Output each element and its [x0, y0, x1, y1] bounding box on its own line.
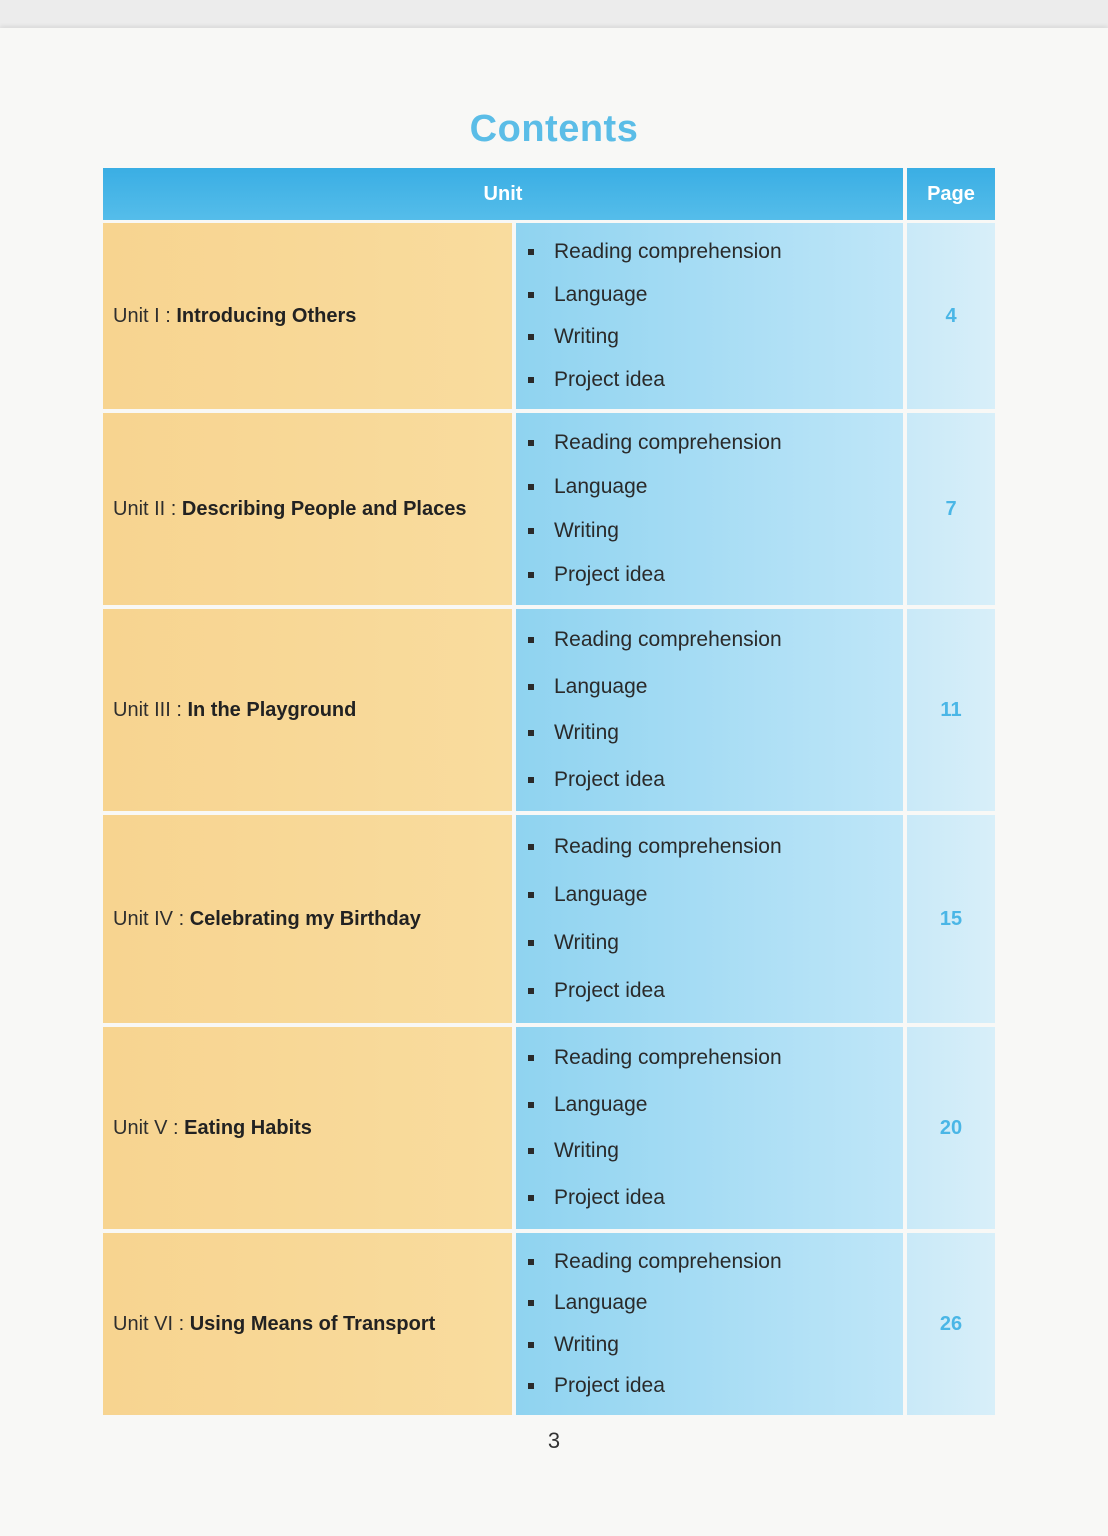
topic-item [528, 1333, 903, 1357]
topic-item [528, 979, 903, 1003]
unit-title: Describing People and Places [181, 497, 467, 520]
table-row [103, 609, 995, 811]
unit-prefix: Unit III : [113, 698, 182, 721]
topic-label: Language [554, 282, 648, 306]
topic-label: Writing [554, 1332, 619, 1356]
unit-title: In the Playground [187, 698, 357, 721]
topic-label: Project idea [554, 367, 665, 391]
header-page: Page [907, 168, 995, 220]
page-number-cell: 20 [907, 1027, 995, 1229]
unit-prefix: Unit II : [113, 497, 177, 520]
topic-label: Writing [554, 931, 619, 954]
page-number-cell: 11 [907, 609, 995, 811]
table-row [103, 413, 995, 605]
unit-cell [103, 815, 512, 1023]
unit-title: Using Means of Transport [189, 1312, 436, 1335]
contents-table [103, 168, 995, 1419]
topics-cell [516, 815, 903, 1023]
topic-item [528, 240, 903, 264]
unit-prefix: Unit V : [113, 1116, 179, 1139]
page-number-cell: 26 [907, 1233, 995, 1415]
topic-label: Project idea [554, 979, 665, 1002]
topic-label: Project idea [554, 1185, 665, 1209]
table-row [103, 1233, 995, 1415]
topics-cell [516, 413, 903, 605]
page-number: 3 [547, 1428, 561, 1453]
page-title: Contents [469, 108, 639, 150]
topic-label: Reading comprehension [554, 1249, 782, 1273]
topic-label: Language [554, 1291, 648, 1315]
bullet-icon [528, 292, 534, 298]
topic-label: Writing [554, 325, 619, 349]
topic-label: Language [554, 475, 648, 498]
topic-item [528, 368, 903, 392]
table-row [103, 223, 995, 409]
topic-label: Project idea [554, 563, 665, 586]
unit-cell [103, 223, 512, 409]
topic-item [528, 675, 903, 699]
topic-item [528, 931, 903, 955]
topics-cell [516, 223, 903, 409]
topic-label: Writing [554, 1139, 619, 1163]
topic-label: Project idea [554, 767, 665, 791]
topic-item [528, 883, 903, 907]
bullet-icon [528, 1148, 534, 1154]
topic-item [528, 325, 903, 349]
topic-item [528, 1250, 903, 1274]
unit-title: Eating Habits [184, 1116, 312, 1139]
page-top-edge [0, 0, 1108, 28]
unit-cell [103, 413, 512, 605]
bullet-icon [528, 334, 534, 340]
topic-label: Language [554, 883, 648, 906]
bullet-icon [528, 484, 534, 490]
unit-cell [103, 609, 512, 811]
topic-item [528, 721, 903, 745]
page-number-cell: 4 [907, 223, 995, 409]
bullet-icon [528, 1102, 534, 1108]
topic-item [528, 1291, 903, 1315]
page-number-cell: 15 [907, 815, 995, 1023]
unit-cell [103, 1233, 512, 1415]
bullet-icon [528, 1300, 534, 1306]
bullet-icon [528, 440, 534, 446]
topic-item [528, 1046, 903, 1070]
unit-title: Introducing Others [176, 304, 357, 327]
topics-cell [516, 609, 903, 811]
bullet-icon [528, 988, 534, 994]
topic-label: Writing [554, 519, 619, 542]
unit-cell [103, 1027, 512, 1229]
page-number-cell: 7 [907, 413, 995, 605]
header-unit: Unit [103, 168, 903, 220]
topic-label: Reading comprehension [554, 240, 782, 264]
topic-item [528, 1186, 903, 1210]
bullet-icon [528, 528, 534, 534]
bullet-icon [528, 730, 534, 736]
bullet-icon [528, 892, 534, 898]
unit-prefix: Unit I : [113, 304, 171, 327]
topic-label: Reading comprehension [554, 628, 782, 652]
topic-item [528, 563, 903, 587]
topic-item [528, 835, 903, 859]
topic-item [528, 1374, 903, 1398]
topic-label: Reading comprehension [554, 835, 782, 858]
bullet-icon [528, 377, 534, 383]
bullet-icon [528, 249, 534, 255]
topics-cell [516, 1233, 903, 1415]
topic-label: Reading comprehension [554, 431, 782, 454]
bullet-icon [528, 1055, 534, 1061]
bullet-icon [528, 1383, 534, 1389]
topic-item [528, 628, 903, 652]
topic-item [528, 1139, 903, 1163]
bullet-icon [528, 844, 534, 850]
topic-item [528, 431, 903, 455]
bullet-icon [528, 940, 534, 946]
topic-label: Language [554, 674, 648, 698]
topic-label: Project idea [554, 1374, 665, 1398]
bullet-icon [528, 1195, 534, 1201]
unit-prefix: Unit VI : [113, 1312, 185, 1335]
table-header [103, 168, 995, 220]
topic-item [528, 475, 903, 499]
topic-item [528, 768, 903, 792]
bullet-icon [528, 684, 534, 690]
topic-item [528, 283, 903, 307]
unit-prefix: Unit IV : [113, 907, 185, 930]
topic-label: Reading comprehension [554, 1046, 782, 1070]
topic-label: Writing [554, 721, 619, 745]
topics-cell [516, 1027, 903, 1229]
topic-label: Language [554, 1092, 648, 1116]
topic-item [528, 519, 903, 543]
table-row [103, 815, 995, 1023]
bullet-icon [528, 777, 534, 783]
topic-item [528, 1093, 903, 1117]
bullet-icon [528, 1342, 534, 1348]
table-row [103, 1027, 995, 1229]
bullet-icon [528, 1259, 534, 1265]
unit-title: Celebrating my Birthday [189, 907, 421, 930]
bullet-icon [528, 572, 534, 578]
bullet-icon [528, 637, 534, 643]
